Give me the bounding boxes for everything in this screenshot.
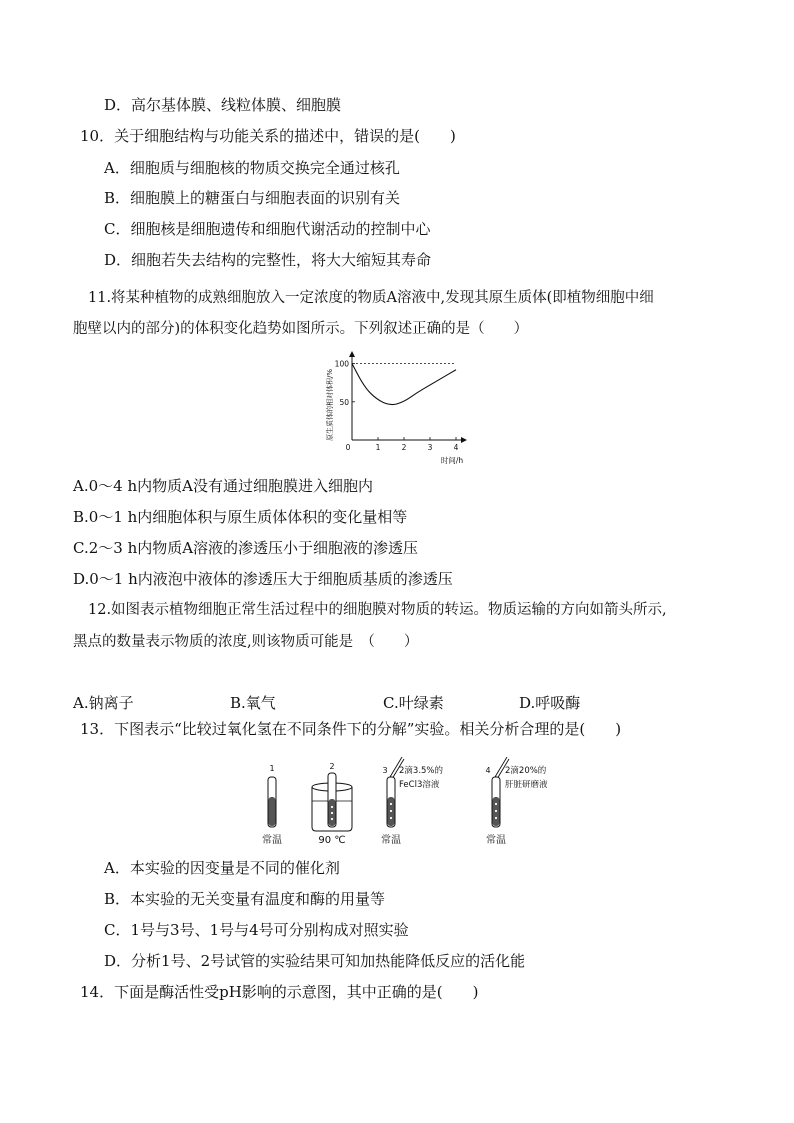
- q11-option-a: A.0～4 h内物质A没有通过细胞膜进入细胞内: [73, 477, 373, 495]
- q11-stem-line2: 胞壁以内的部分)的体积变化趋势如图所示。下列叙述正确的是（ ）: [73, 321, 529, 337]
- q10-option-c: C．细胞核是细胞遗传和细胞代谢活动的控制中心: [104, 220, 431, 238]
- q11-option-b: B.0～1 h内细胞体积与原生质体体积的变化量相等: [73, 508, 408, 526]
- q10-option-b: B．细胞膜上的糖蛋白与细胞表面的识别有关: [104, 189, 401, 207]
- q11-option-c: C.2～3 h内物质A溶液的渗透压小于细胞液的渗透压: [73, 539, 419, 557]
- tube-4-note-line1: 2滴20%的: [505, 766, 547, 776]
- q11-option-d: D.0～1 h内液泡中液体的渗透压大于细胞质基质的渗透压: [73, 570, 453, 588]
- q13-option-c: C．1号与3号、1号与4号可分别构成对照实验: [104, 921, 409, 939]
- q13-option-b: B．本实验的无关变量有温度和酶的用量等: [104, 890, 386, 908]
- q13-stem: 13．下图表示“比较过氧化氢在不同条件下的分解”实验。相关分析合理的是( ): [80, 720, 622, 738]
- q13-option-d: D．分析1号、2号试管的实验结果可知加热能降低反应的活化能: [104, 952, 526, 970]
- q13-test-tubes-figure: [252, 757, 592, 849]
- chart-x-tick-label: 0: [345, 443, 351, 452]
- chart-curve-path: [352, 364, 456, 405]
- q10-stem: 10．关于细胞结构与功能关系的描述中，错误的是( ): [80, 127, 456, 145]
- tube-3-note-line1: 2滴3.5%的: [399, 766, 444, 776]
- chart-x-tick-label: 4: [453, 443, 459, 452]
- chart-series-line: [352, 364, 456, 405]
- chart-y-tick-label: 100: [334, 359, 349, 369]
- q12-option-a: A.钠离子: [73, 694, 134, 712]
- chart-ticks: [335, 360, 459, 452]
- tube-4-label: 常温: [486, 835, 506, 846]
- tube-1-number: 1: [269, 764, 275, 773]
- q12-option-c: C.叶绿素: [383, 694, 444, 712]
- q12-option-d: D.呼吸酶: [519, 694, 581, 712]
- chart-x-tick-label: 2: [401, 443, 407, 452]
- chart-y-axis-label: 原生质体的相对体积/%: [326, 368, 334, 442]
- tube-4-number: 4: [485, 766, 491, 775]
- chart-x-axis-label: 时间/h: [440, 456, 464, 465]
- tube-2-label: 90 ℃: [318, 835, 346, 846]
- q12-option-b: B.氧气: [230, 694, 276, 712]
- tube-3-label: 常温: [381, 835, 401, 846]
- q12-stem-line2: 黑点的数量表示物质的浓度,则该物质可能是 （ ）: [73, 634, 419, 650]
- chart-y-tick-label: 50: [339, 397, 349, 407]
- tube-4-note-line2: 肝脏研磨液: [505, 780, 548, 790]
- q10-option-a: A．细胞质与细胞核的物质交换完全通过核孔: [104, 159, 400, 177]
- q11-stem-line1: 11.将某种植物的成熟细胞放入一定浓度的物质A溶液中,发现其原生质体(即植物细胞中细: [88, 290, 654, 306]
- q13-option-a: A．本实验的因变量是不同的催化剂: [104, 859, 340, 877]
- tube-2-number: 2: [329, 762, 335, 771]
- q12-stem-line1: 12.如图表示植物细胞正常生活过程中的细胞膜对物质的转运。物质运输的方向如箭头所示,: [88, 602, 667, 618]
- q9-option-d: D．高尔基体膜、线粒体膜、细胞膜: [104, 96, 342, 114]
- q11-line-chart: [318, 350, 478, 468]
- tube-3-number: 3: [382, 766, 388, 775]
- chart-axes: [352, 352, 466, 440]
- q14-stem: 14．下面是酶活性受pH影响的示意图，其中正确的是( ): [80, 983, 479, 1001]
- tube-1-label: 常温: [262, 835, 282, 846]
- q10-option-d: D．细胞若失去结构的完整性，将大大缩短其寿命: [104, 251, 432, 269]
- tube-3-note-line2: FeCl3溶液: [399, 780, 440, 790]
- chart-x-tick-label: 3: [427, 443, 433, 452]
- chart-x-tick-label: 1: [375, 443, 381, 452]
